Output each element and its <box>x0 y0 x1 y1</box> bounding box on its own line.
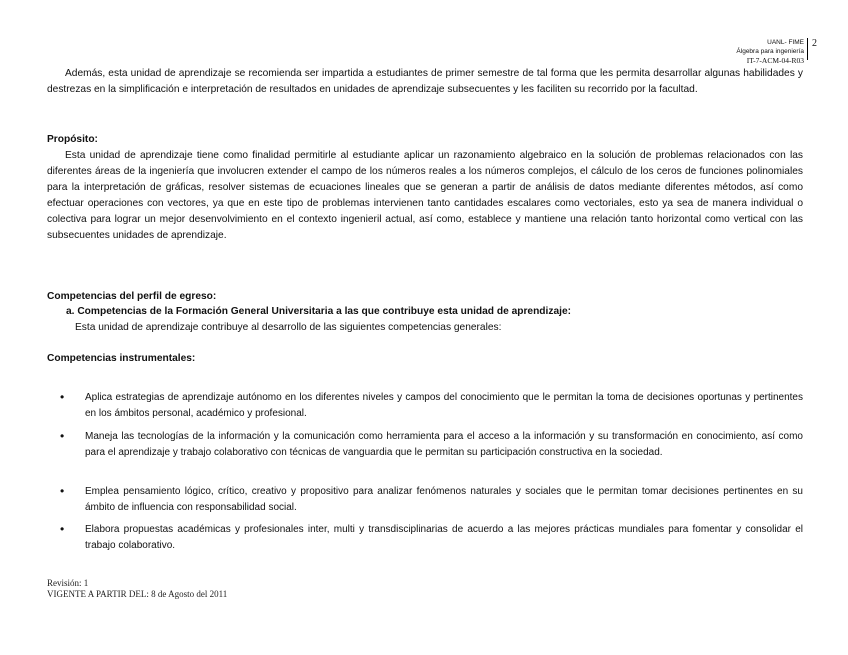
competencias-subheading: a. Competencias de la Formación General Universitaria a las que contribuye esta unidad de aprendizaje: <box>66 306 572 317</box>
page-header <box>736 38 804 66</box>
list-item: • Maneja las tecnologías de la información y la comunicación como herramienta para el acceso a la información y su transformación en conocimiento, así como para el aprendizaje y trabajo colaborativo con técnicas de vanguardia que le permitan su participación constructiva en la sociedad. <box>60 429 803 458</box>
intro-paragraph: Además, esta unidad de aprendizaje se recomienda ser impartida a estudiantes de primer semestre de tal forma que les permita desarrollar algunas habilidades y destrezas en la simplificación e interpretación de resultados en unidades de aprendizaje subsecuentes y les faciliten su recorrido por la facultad. <box>47 68 803 95</box>
competencias-subtext: Esta unidad de aprendizaje contribuye al desarrollo de las siguientes competencias generales: <box>75 322 502 333</box>
header-divider <box>807 38 808 60</box>
bullet-icon: • <box>60 390 65 404</box>
list-item: • Aplica estrategias de aprendizaje autónomo en los diferentes niveles y campos del conocimiento que le permitan la toma de decisiones oportunas y pertinentes en los ámbitos personal, académico y profesional. <box>60 390 803 419</box>
header-course: Álgebra para ingeniería <box>736 48 804 55</box>
page-number: 2 <box>812 38 817 49</box>
competencias-heading: Competencias del perfil de egreso: <box>47 291 217 302</box>
bullet-icon: • <box>60 429 65 443</box>
bullet-icon: • <box>60 522 65 536</box>
proposito-heading: Propósito: <box>47 134 98 145</box>
instrumentales-heading: Competencias instrumentales: <box>47 353 196 364</box>
header-code: IT-7-ACM-04-R03 <box>746 56 804 65</box>
list-item: • Emplea pensamiento lógico, crítico, creativo y propositivo para analizar fenómenos naturales y sociales que le permitan tomar decisiones pertinentes en su ámbito de influencia con responsabilidad social. <box>60 484 803 513</box>
proposito-paragraph: Esta unidad de aprendizaje tiene como finalidad permitirle al estudiante aplicar un razonamiento algebraico en la solución de problemas relacionados con las diferentes áreas de la ingeniería que involucren extender el campo de los números reales a los números complejos, el cálculo de los ceros de funciones polinomiales para la interpretación de gráficas, resolver sistemas de ecuaciones lineales que se generan a partir de análisis de datos mediante diferentes métodos, así como efectuar operaciones con vectores, ya que en este tipo de problemas intervienen tanto cantidades escalares como vectoriales, esto ya sea de manera individual o colectiva para lograr un mejor desenvolvimiento en el contexto ingenieril actual, así como, establece y mantiene una relación tanto horizontal como vertical con las subsecuentes unidades de aprendizaje. <box>47 150 803 241</box>
bullet-icon: • <box>60 484 65 498</box>
header-org: UANL- FIME <box>767 39 804 46</box>
list-item: • Elabora propuestas académicas y profesionales inter, multi y transdisciplinarias de acuerdo a las mejores prácticas mundiales para fomentar y consolidar el trabajo colaborativo. <box>60 522 803 551</box>
footer-revision: Revisión: 1 <box>47 578 89 588</box>
footer-vigente: VIGENTE A PARTIR DEL: 8 de Agosto del 2011 <box>47 589 228 599</box>
